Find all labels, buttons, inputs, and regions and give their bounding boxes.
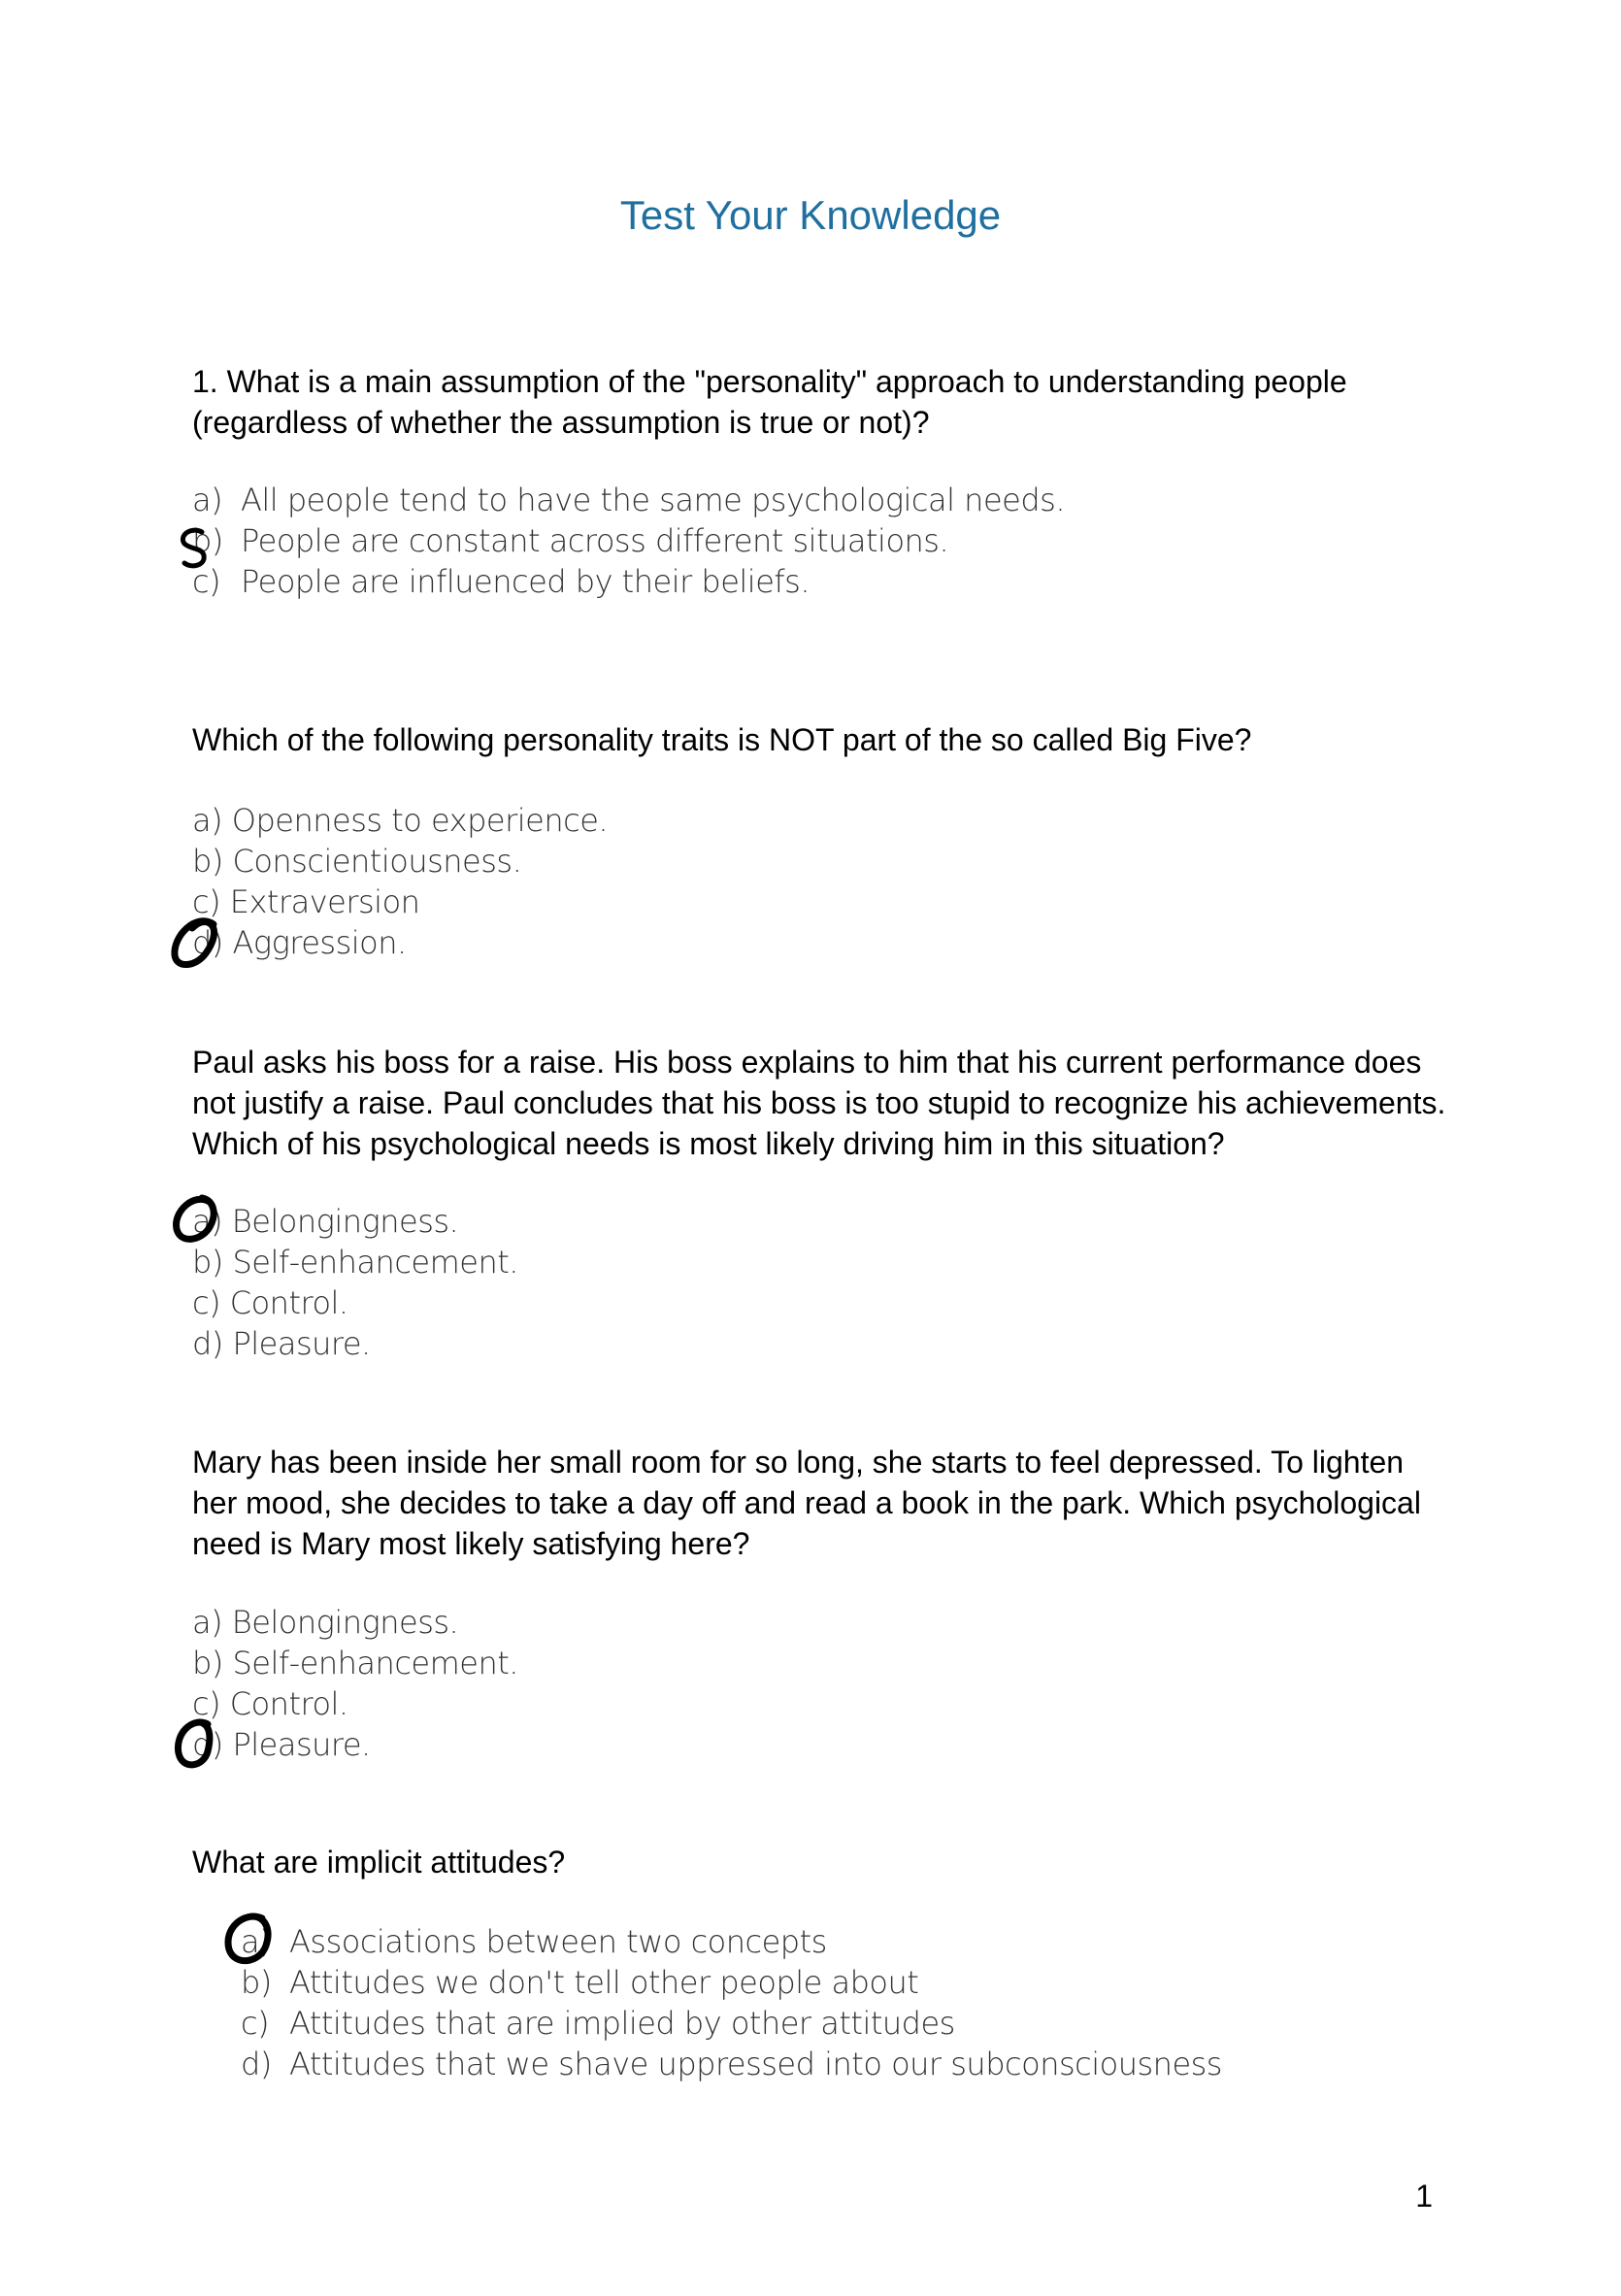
option-item: [241, 1962, 1503, 2003]
option-text: People are constant across different situations.: [241, 522, 949, 559]
option-marker: b): [192, 1645, 223, 1681]
option-item: [192, 1242, 1454, 1282]
question-2-text: Which of the following personality traits is NOT part of the so called Big Five?: [192, 722, 1252, 757]
option-marker: c): [241, 2005, 270, 2042]
option-text: Control.: [229, 1284, 348, 1321]
option-item: [192, 520, 1454, 561]
option-text: Openness to experience.: [231, 802, 609, 839]
question-1-text: 1. What is a main assumption of the "personality" approach to understanding people (regardless of whether the assumption is true or not)?: [192, 364, 1347, 440]
option-marker: c): [192, 563, 221, 600]
option-marker: a): [192, 1604, 223, 1641]
option-item: [192, 1724, 1454, 1765]
option-text: Attitudes we don't tell other people about: [289, 1964, 919, 2001]
option-item: [192, 561, 1454, 602]
option-text: Self-enhancement.: [232, 1244, 518, 1281]
option-marker: b): [192, 522, 223, 559]
option-marker: b): [192, 1244, 223, 1281]
option-text: Associations between two concepts: [289, 1923, 827, 1960]
option-marker: a): [192, 1203, 223, 1240]
option-text: All people tend to have the same psychological needs.: [241, 482, 1065, 518]
question-5-options: [241, 1921, 1503, 2084]
option-marker: d): [241, 2046, 272, 2082]
option-text: Pleasure.: [232, 1325, 371, 1362]
option-marker: c): [192, 883, 221, 920]
option-text: Attitudes that are implied by other attitudes: [289, 2005, 955, 2042]
option-item: [192, 1602, 1454, 1643]
question-4-options: [192, 1602, 1454, 1765]
option-text: Conscientiousness.: [232, 843, 522, 880]
page-number: 1: [1415, 2179, 1433, 2213]
option-text: Self-enhancement.: [232, 1645, 518, 1681]
option-marker: a): [192, 482, 223, 518]
page-title: Test Your Knowledge: [619, 192, 1002, 238]
option-item: [192, 1643, 1454, 1683]
option-marker: c): [192, 1284, 221, 1321]
option-item: [192, 1282, 1454, 1323]
option-marker: a): [192, 802, 223, 839]
option-text: Extraversion: [229, 883, 420, 920]
option-item: [241, 2003, 1503, 2044]
option-item: [192, 882, 1454, 922]
question-2-options: [192, 800, 1454, 963]
option-marker: d): [192, 1726, 223, 1763]
question-1-options: [192, 480, 1454, 602]
option-item: [192, 1201, 1454, 1242]
option-item: [192, 1323, 1454, 1364]
option-marker: d): [192, 924, 223, 961]
option-item: [192, 1683, 1454, 1724]
option-text: Control.: [229, 1685, 348, 1722]
option-item: [192, 841, 1454, 882]
option-item: [192, 800, 1454, 841]
option-text: Belongingness.: [231, 1604, 459, 1641]
option-marker: a): [241, 1923, 272, 1960]
option-text: Belongingness.: [231, 1203, 459, 1240]
option-marker: d): [192, 1325, 223, 1362]
option-item: [241, 2044, 1503, 2084]
option-item: [192, 922, 1454, 963]
option-text: Pleasure.: [232, 1726, 371, 1763]
option-marker: b): [192, 843, 223, 880]
option-text: Attitudes that we shave uppressed into our subconsciousness: [289, 2046, 1222, 2082]
option-item: [241, 1921, 1503, 1962]
option-text: People are influenced by their beliefs.: [241, 563, 810, 600]
option-marker: c): [192, 1685, 221, 1722]
question-3-options: [192, 1201, 1454, 1364]
option-marker: b): [241, 1964, 272, 2001]
question-3-text: Paul asks his boss for a raise. His boss explains to him that his current performance does not justify a raise. Paul concludes that his boss is too stupid to recognize his achievements. Which of his psychological needs is most likely driving him in this situation?: [192, 1045, 1446, 1161]
option-text: Aggression.: [232, 924, 407, 961]
question-5-text: What are implicit attitudes?: [192, 1845, 566, 1880]
question-4-text: Mary has been inside her small room for so long, she starts to feel depressed. To lighten her mood, she decides to take a day off and read a book in the park. Which psychological need is Mary most likely satisfying here?: [192, 1445, 1421, 1561]
option-item: [192, 480, 1454, 520]
